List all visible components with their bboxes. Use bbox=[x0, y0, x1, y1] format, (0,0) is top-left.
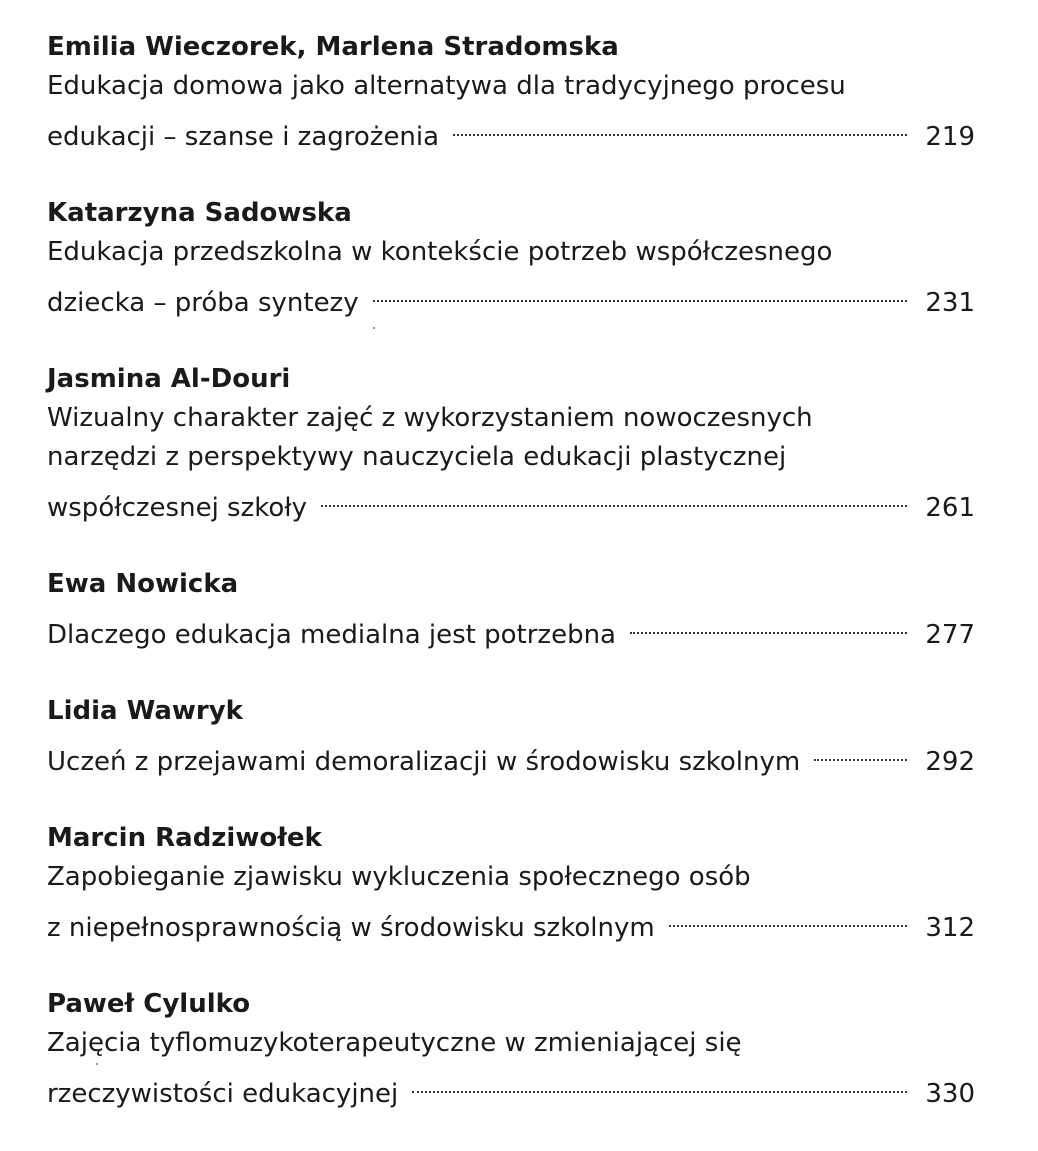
entry-author: Jasmina Al-Douri bbox=[47, 364, 291, 394]
entry-title-end: rzeczywistości edukacyjnej bbox=[47, 1079, 399, 1109]
entry-title-end: dziecka – próba syntezy bbox=[47, 288, 359, 318]
entry-page-number: 219 bbox=[925, 122, 975, 152]
entry-last-line bbox=[47, 897, 975, 948]
dot-leader bbox=[412, 1063, 907, 1102]
entry-title-line: Wizualny charakter zajęć z wykorzystaniem nowoczesnych bbox=[47, 403, 813, 433]
entry-last-line bbox=[47, 477, 975, 528]
entry-author: Marcin Radziwołek bbox=[47, 823, 322, 853]
entry-title-end: Uczeń z przejawami demoralizacji w środowisku szkolnym bbox=[47, 747, 801, 777]
toc-entry bbox=[47, 360, 975, 528]
toc-entry bbox=[47, 194, 975, 323]
toc-entry bbox=[47, 985, 975, 1114]
entry-last-line bbox=[47, 604, 975, 655]
toc-entry bbox=[47, 819, 975, 948]
entry-title-end: z niepełnosprawnością w środowisku szkolnym bbox=[47, 913, 655, 943]
dot-leader bbox=[453, 106, 907, 145]
entry-page-number: 277 bbox=[925, 620, 975, 650]
entry-title-line: Zajęcia tyflomuzykoterapeutyczne w zmieniającej się bbox=[47, 1028, 742, 1058]
entry-title-end: edukacji – szanse i zagrożenia bbox=[47, 122, 440, 152]
entry-author: Ewa Nowicka bbox=[47, 569, 239, 599]
table-of-contents bbox=[47, 28, 975, 1151]
entry-page-number: 330 bbox=[925, 1079, 975, 1109]
entry-title-end: Dlaczego edukacja medialna jest potrzebna bbox=[47, 620, 616, 650]
toc-entry bbox=[47, 692, 975, 782]
dot-leader bbox=[814, 731, 907, 770]
entry-title-line: Edukacja domowa jako alternatywa dla tradycyjnego procesu bbox=[47, 71, 846, 101]
entry-author: Emilia Wieczorek, Marlena Stradomska bbox=[47, 32, 619, 62]
dot-leader bbox=[630, 604, 907, 643]
entry-last-line bbox=[47, 272, 975, 323]
entry-page-number: 231 bbox=[925, 288, 975, 318]
entry-author: Katarzyna Sadowska bbox=[47, 198, 352, 228]
entry-last-line bbox=[47, 1063, 975, 1114]
entry-last-line bbox=[47, 731, 975, 782]
entry-page-number: 261 bbox=[925, 493, 975, 523]
dot-leader bbox=[321, 477, 907, 516]
entry-title-line: narzędzi z perspektywy nauczyciela edukacji plastycznej bbox=[47, 442, 787, 472]
entry-title-line: Zapobieganie zjawisku wykluczenia społecznego osób bbox=[47, 862, 751, 892]
scan-speck bbox=[96, 1063, 98, 1065]
entry-page-number: 312 bbox=[925, 913, 975, 943]
scan-speck bbox=[373, 327, 375, 329]
entry-author: Paweł Cylulko bbox=[47, 989, 251, 1019]
dot-leader bbox=[373, 272, 907, 311]
toc-entry bbox=[47, 28, 975, 157]
toc-entry bbox=[47, 565, 975, 655]
dot-leader bbox=[669, 897, 907, 936]
entry-title-end: współczesnej szkoły bbox=[47, 493, 308, 523]
entry-last-line bbox=[47, 106, 975, 157]
entry-page-number: 292 bbox=[925, 747, 975, 777]
entry-author: Lidia Wawryk bbox=[47, 696, 243, 726]
entry-title-line: Edukacja przedszkolna w kontekście potrzeb współczesnego bbox=[47, 237, 833, 267]
